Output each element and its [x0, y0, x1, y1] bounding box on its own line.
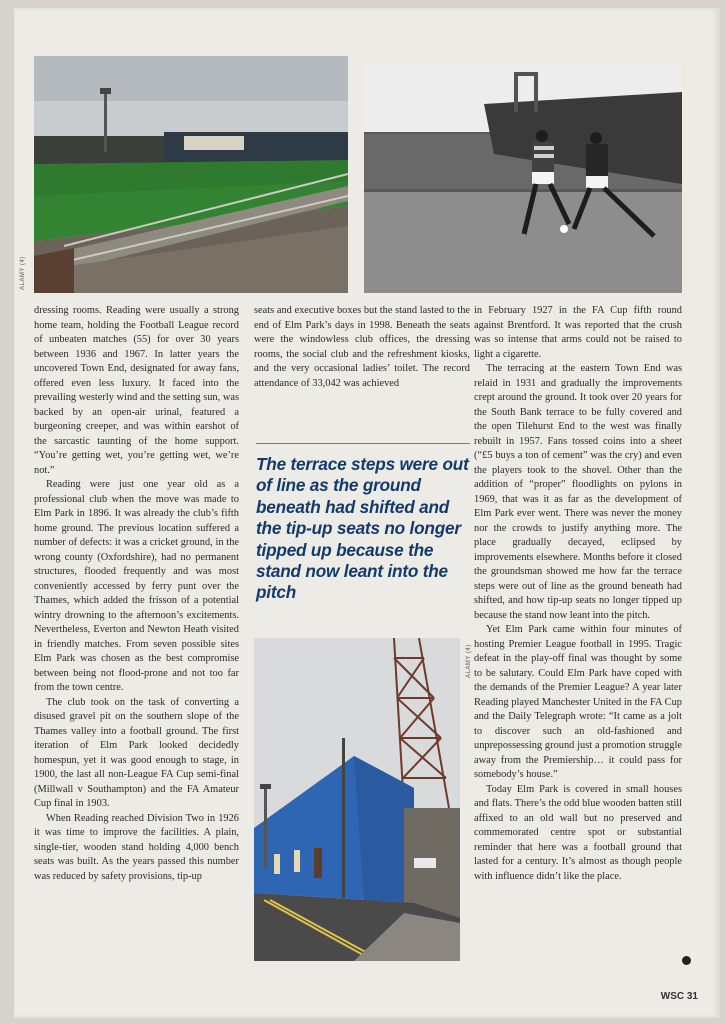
end-of-article-icon [682, 956, 691, 965]
paragraph: Yet Elm Park came within four minutes of hosting Premier League football in 1995. Tragic defeat in the play-off final was thought by some to be salutary. Could Elm Park have coped with the demands of the Premier League? A year later Reading played Manchester United in the FA Cup and the Daily Telegraph wrote: “It came as a jolt to discover such an old-fashioned and unprepossessing ground just a promotion struggle away from the Premiership… it could pass for somebody’s house.” [474, 624, 682, 780]
photo-credit: ALAMY (4) [466, 644, 472, 678]
paragraph: Reading were just one year old as a professional club when the move was made to Elm Park in 1896. It was already the club’s fifth home ground. The previous location suffered a number of defects: it was a cricket ground, in the wrong county (Oxfordshire), had no permanent structures, flooded frequently and was most conveniently accessed by ferry punt over the Thames, which added the frisson of a potential wintry drowning to the afternoon’s excitements. Nevertheless, Everton and Newton Heath visited in friendly matches. From seven possible sites Elm Park was chosen as the best compromise between being not flood-prone and not too far from the town centre. [34, 479, 239, 693]
magazine-page [14, 8, 720, 1018]
pull-quote: The terrace steps were out of line as the ground beneath had shifted and the tip-up seats no longer tipped up because the stand now leant into the pitch [256, 443, 470, 604]
blue-stand-exterior-photo [254, 638, 460, 961]
article-column-1 [34, 304, 239, 884]
paragraph: When Reading reached Division Two in 1926 it was time to improve the facilities. A plain, single-tier, wooden stand holding 4,000 bench seats was built. As the years passed this number was reduced by safety provisions, tip-up [34, 812, 239, 882]
article-column-3 [474, 304, 682, 884]
page-folio: WSC 31 [660, 991, 698, 1002]
paragraph: The club took on the task of converting a disused gravel pit on the southern slope of the Thames valley into a football ground. The first iteration of Elm Park looked decidedly homespun, yet it was good enough to stage, in 1900, the last all non-League FA Cup semi-final (Millwall v Southampton) and the FA Amateur Cup final in 1903. [34, 696, 239, 809]
paragraph: seats and executive boxes but the stand lasted to the end of Elm Park’s days in 1998. Beneath the seats were the windowless club offices, the dressing rooms, the social club and the refreshment kiosks, and the very occasional ladies’ toilet. The record attendance of 33,042 was achieved [254, 305, 470, 389]
article-column-2 [254, 304, 470, 391]
stadium-terrace-photo [34, 56, 348, 293]
paragraph: Today Elm Park is covered in small houses and flats. There’s the odd blue wooden batten still affixed to an old wall but no preserved and commemorated centre spot or substantial reminder that here was a football ground that lasted for a century. It’s almost as though people with influence didn’t like the place. [474, 783, 682, 882]
photo-credit: ALAMY (4) [20, 256, 26, 290]
paragraph: dressing rooms. Reading were usually a strong home team, holding the Football League record of unbeaten matches (55) for over 30 years between 1936 and 1967. In latter years the uncovered Town End, designated for away fans, offered even less luxury. It faced into the prevailing westerly wind and the setting sun, was backed by an open-air urinal, featured a burgeoning creeper, and was within earshot of the sarcastic taunting of the home support. “You’re getting wet, you’re getting wet, we’re not.” [34, 305, 239, 476]
paragraph: The terracing at the eastern Town End was relaid in 1931 and gradually the improvements crept around the ground. It took over 20 years for the South Bank terrace to be fully covered and the open Tilehurst End to the west was finally rebuilt in 1957. Fans tossed coins into a sheet (“£5 buys a ton of cement” was the cry) and even the players took to the shovel. Other than the addition of “proper” floodlights on pylons in 1969, that was it as far as the development of Elm Park ever went. There was never the money nor the crowds to justify anything more. The place gradually decayed, eclipsed by improvements elsewhere. Months before it closed the groundsman showed me how far the terrace steps were out of line as the ground beneath had shifted, and how tip-up seats no longer tipped up because the stand now leant into the pitch. [474, 363, 682, 621]
football-match-photo [364, 64, 682, 293]
paragraph: in February 1927 in the FA Cup fifth round against Brentford. It was reported that the crush was so intense that arms could not be raised to light a cigarette. [474, 305, 682, 360]
